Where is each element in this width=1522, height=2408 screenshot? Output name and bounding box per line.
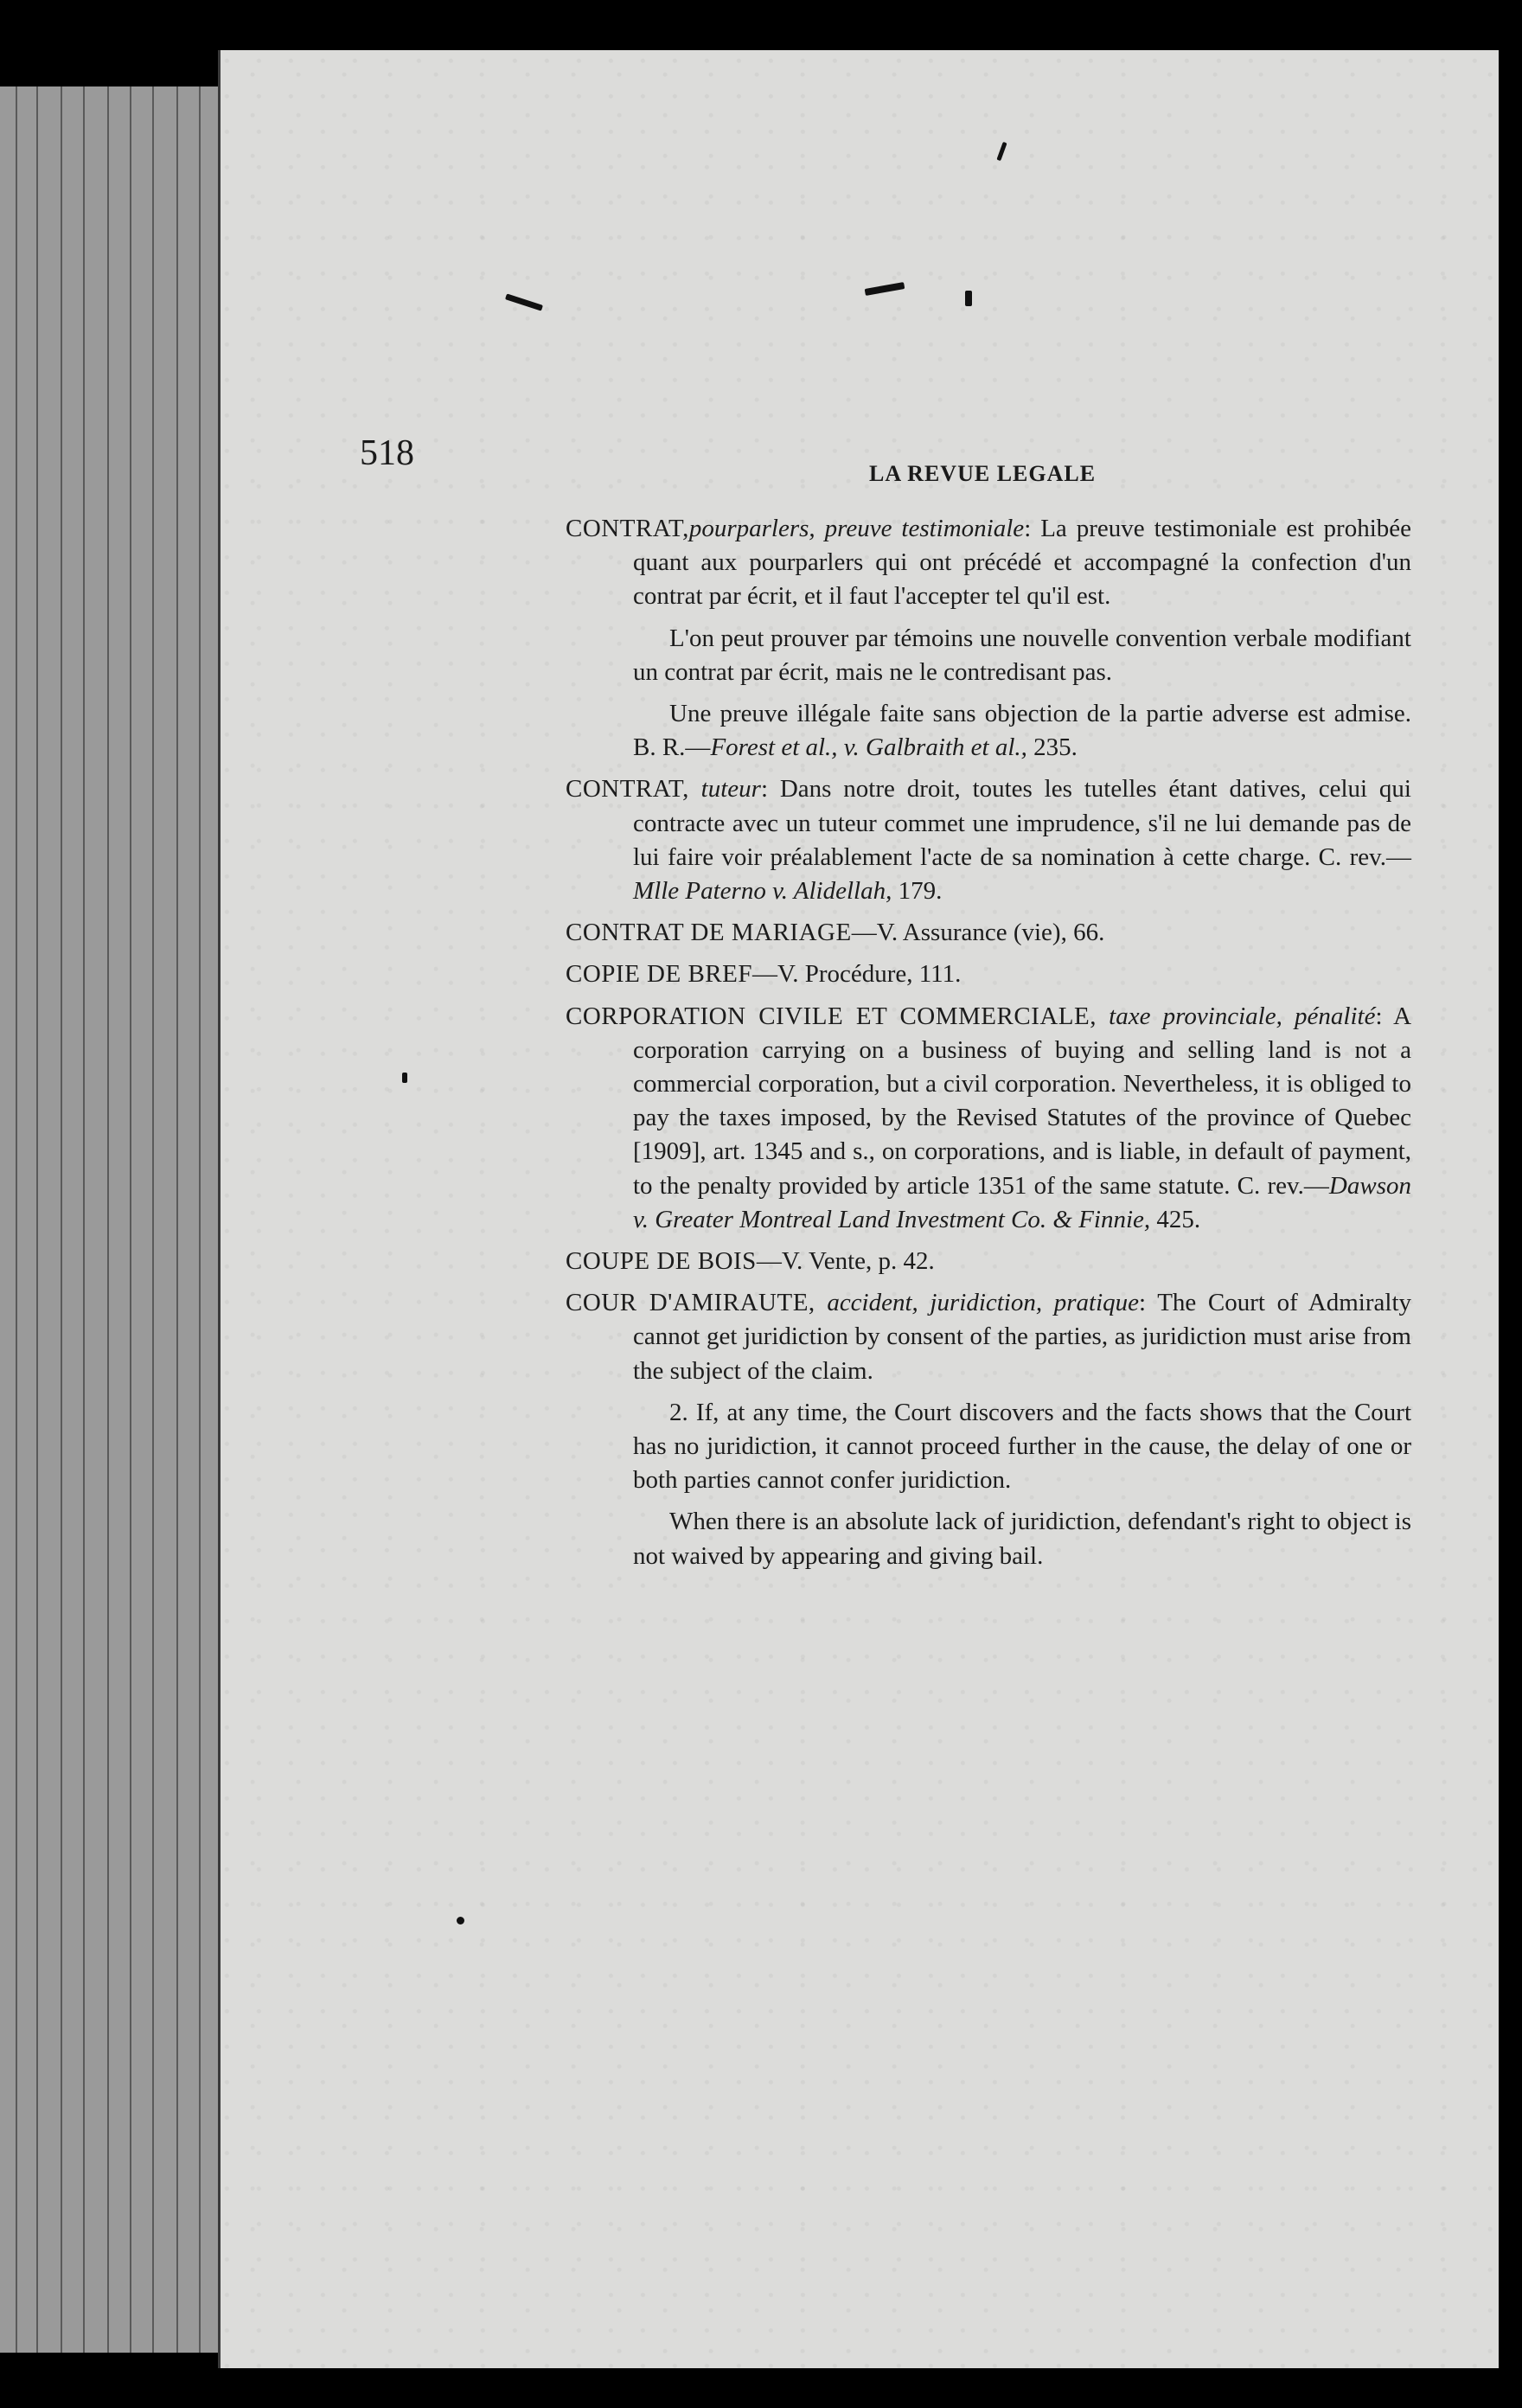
index-entry-copie-de-bref: COPIE DE BREF—V. Procédure, 111. (566, 960, 962, 989)
running-head: LA REVUE LEGALE (869, 461, 1097, 486)
index-entry-corporation: CORPORATION CIVILE ET COMMERCIALE, taxe provinciale, pénalité: A corporation carrying on a business of buying and selling land is not a commercial corporation, but a civil corporation. Nevertheless, it is obliged to pay the taxes imposed, by the Revised Statutes of the province of Quebec [1909], art. 1345 and s., on corporations, and is liable, in default of payment, to the penalty provided by article 1351 of the same statute. C. rev.—Dawson v. Greater Montreal Land Investment Co. & Finnie, 425. (566, 1002, 1412, 1233)
body-text (566, 512, 1411, 1581)
scan-artifact (402, 1073, 407, 1083)
scan-artifact (965, 291, 972, 306)
scan-artifact (457, 1917, 464, 1924)
index-entry-coupe-de-bois: COUPE DE BOIS—V. Vente, p. 42. (566, 1247, 935, 1276)
index-entry-contrat-tuteur: CONTRAT, tuteur: Dans notre droit, toutes les tutelles étant datives, celui qui contracte avec un tuteur commet une imprudence, s'il ne lui demande pas de lui faire voir préalablement l'acte de sa nomination à cette charge. C. rev.—Mlle Paterno v. Alidellah, 179. (566, 775, 1411, 906)
page-number: 518 (360, 433, 414, 473)
entry-paragraph: 2. If, at any time, the Court discovers and the facts shows that the Court has no juridiction, it cannot proceed further in the cause, the delay of one or both parties cannot confer juridiction. (633, 1398, 1411, 1495)
index-entry-contrat-de-mariage: CONTRAT DE MARIAGE—V. Assurance (vie), 66. (566, 919, 1105, 947)
index-entry-contrat-pourparlers: CONTRAT,pourparlers, preuve testimoniale: La preuve testimoniale est prohibée quant aux pourparlers qui ont précédé et accompagné la confection d'un contrat par écrit, et il faut l'accepter tel qu'il est. (566, 515, 1412, 611)
entry-paragraph: L'on peut prouver par témoins une nouvelle convention verbale modifiant un contrat par écrit, mais ne le contredisant pas. (633, 624, 1411, 686)
index-entry-cour-d-amiraute: COUR D'AMIRAUTE, accident, juridiction, pratique: The Court of Admiralty cannot get juridiction by consent of the parties, as juridiction must arise from the subject of the claim. (566, 1289, 1411, 1385)
page-stack-edges (0, 86, 225, 2353)
entry-paragraph: When there is an absolute lack of juridiction, defendant's right to object is not waived by appearing and giving bail. (633, 1508, 1411, 1570)
entry-paragraph: Une preuve illégale faite sans objection de la partie adverse est admise. B. R.—Forest et al., v. Galbraith et al., 235. (633, 700, 1411, 762)
